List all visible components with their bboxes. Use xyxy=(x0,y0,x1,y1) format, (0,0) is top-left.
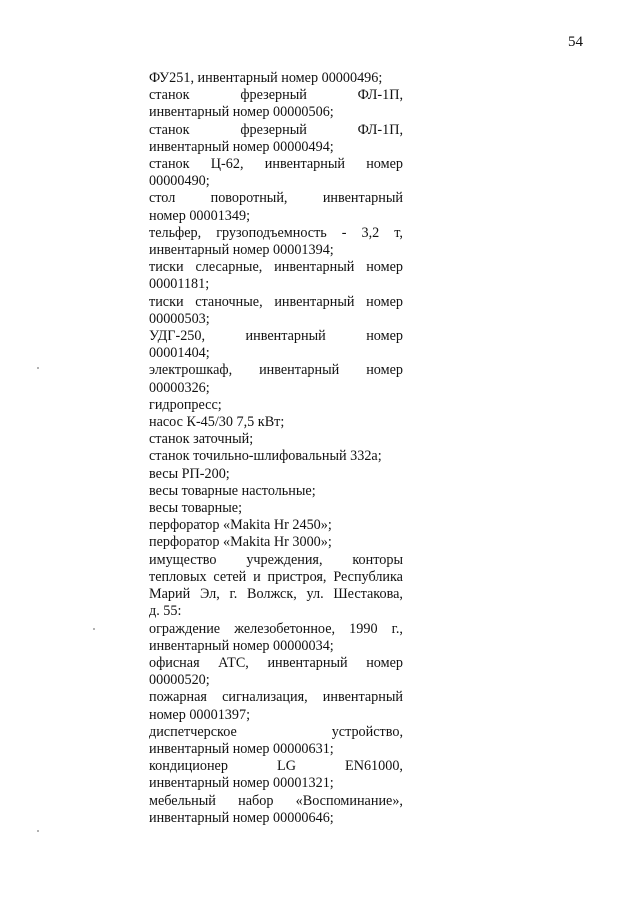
text-line: 00000326; xyxy=(149,379,210,396)
text-line: инвентарный номер 00001321; xyxy=(149,775,334,792)
word: сигнализация, xyxy=(222,689,308,706)
text-line: станок заточный; xyxy=(149,431,254,448)
list-item xyxy=(149,517,403,534)
word: 1990 xyxy=(349,620,378,637)
word: ул. xyxy=(306,586,324,603)
list-item xyxy=(149,793,403,827)
text-line xyxy=(149,689,403,706)
list-item xyxy=(149,534,403,551)
word: железобетонное, xyxy=(234,620,336,637)
word: поворотный, xyxy=(210,190,288,207)
word: офисная xyxy=(149,654,200,671)
scan-speck xyxy=(37,367,39,369)
word: инвентарный xyxy=(274,293,355,310)
list-item xyxy=(149,483,403,500)
text-line: перфоратор «Makita Hr 2450»; xyxy=(149,517,332,534)
text-line: инвентарный номер 00000631; xyxy=(149,740,334,757)
word: тельфер, xyxy=(149,224,202,241)
list-item xyxy=(149,621,403,655)
list-item xyxy=(149,190,403,224)
list-item xyxy=(149,328,403,362)
word: учреждения, xyxy=(246,551,323,568)
text-line xyxy=(149,294,403,311)
text-line: весы товарные; xyxy=(149,500,243,517)
word: 3,2 xyxy=(361,224,380,241)
scan-speck xyxy=(37,830,39,832)
list-item xyxy=(149,448,403,465)
word: набор xyxy=(238,792,274,809)
text-line xyxy=(149,758,403,775)
word: пожарная xyxy=(149,689,207,706)
text-line: весы РП-200; xyxy=(149,465,230,482)
text-line: 00000503; xyxy=(149,310,210,327)
text-line xyxy=(149,586,403,603)
word: инвентарный xyxy=(267,654,348,671)
word: тепловых xyxy=(149,568,207,585)
text-line xyxy=(149,259,403,276)
list-item xyxy=(149,758,403,792)
word: электрошкаф, xyxy=(149,362,233,379)
word: номер xyxy=(366,328,403,345)
list-item xyxy=(149,156,403,190)
word: номер xyxy=(366,362,403,379)
word: станок xyxy=(149,156,190,173)
word: диспетчерское xyxy=(149,723,237,740)
text-line xyxy=(149,328,403,345)
text-line: номер 00001397; xyxy=(149,706,251,723)
word: УДГ-250, xyxy=(149,328,206,345)
scan-speck xyxy=(93,628,95,630)
text-line: 00001404; xyxy=(149,345,210,362)
word: Марий xyxy=(149,586,191,603)
text-line: 00000490; xyxy=(149,173,210,190)
text-line xyxy=(149,156,403,173)
list-item xyxy=(149,225,403,259)
list-item xyxy=(149,87,403,121)
word: LG xyxy=(277,758,296,775)
word: Эл, xyxy=(199,586,220,603)
text-line: насос К-45/30 7,5 кВт; xyxy=(149,414,285,431)
text-line xyxy=(149,190,403,207)
list-item xyxy=(149,397,403,414)
list-item xyxy=(149,689,403,723)
word: станок xyxy=(149,121,190,138)
word: «Воспоминание», xyxy=(295,792,403,809)
word: Волжск, xyxy=(247,586,297,603)
word: ФЛ-1П, xyxy=(357,87,403,104)
word: Республика xyxy=(333,568,403,585)
text-line: ФУ251, инвентарный номер 00000496; xyxy=(149,70,383,86)
word: т, xyxy=(394,224,403,241)
word: инвентарный xyxy=(259,362,340,379)
word: фрезерный xyxy=(240,121,307,138)
text-line xyxy=(149,552,403,569)
list-item xyxy=(149,414,403,431)
text-line: 00000520; xyxy=(149,672,210,689)
text-line: весы товарные настольные; xyxy=(149,482,316,499)
list-item xyxy=(149,724,403,758)
text-line xyxy=(149,362,403,379)
word: - xyxy=(341,224,347,241)
word: г. xyxy=(229,586,238,603)
word: стол xyxy=(149,190,176,207)
word: конторы xyxy=(352,551,403,568)
word: пристроя, xyxy=(267,568,327,585)
word: тиски xyxy=(149,259,184,276)
list-item xyxy=(149,466,403,483)
text-line: перфоратор «Makita Hr 3000»; xyxy=(149,534,332,551)
text-line xyxy=(149,793,403,810)
list-item xyxy=(149,655,403,689)
word: имущество xyxy=(149,551,217,568)
text-line: инвентарный номер 00000494; xyxy=(149,138,334,155)
text-line xyxy=(149,569,403,586)
word: Ц-62, xyxy=(210,156,244,173)
word: кондиционер xyxy=(149,758,228,775)
page-number: 54 xyxy=(568,34,583,50)
word: ФЛ-1П, xyxy=(357,121,403,138)
word: станочные, xyxy=(195,293,263,310)
text-line: инвентарный номер 00001394; xyxy=(149,242,334,259)
text-line xyxy=(149,225,403,242)
list-item xyxy=(149,362,403,396)
word: и xyxy=(253,568,261,585)
text-line: инвентарный номер 00000034; xyxy=(149,637,334,654)
word: Шестакова, xyxy=(333,586,403,603)
word: г., xyxy=(391,620,403,637)
word: станок xyxy=(149,87,190,104)
word: фрезерный xyxy=(240,87,307,104)
text-line: станок точильно-шлифовальный 332а; xyxy=(149,448,382,465)
text-line: 00001181; xyxy=(149,276,210,293)
list-item xyxy=(149,259,403,293)
text-line: гидропресс; xyxy=(149,396,222,413)
word: инвентарный xyxy=(264,156,345,173)
text-line: номер 00001349; xyxy=(149,207,251,224)
list-item xyxy=(149,500,403,517)
list-item xyxy=(149,552,403,621)
word: сетей xyxy=(213,568,247,585)
word: номер xyxy=(366,654,403,671)
text-line xyxy=(149,655,403,672)
word: инвентарный xyxy=(245,328,326,345)
word: номер xyxy=(366,293,403,310)
text-line xyxy=(149,724,403,741)
text-line xyxy=(149,122,403,139)
word: номер xyxy=(366,259,403,276)
word: инвентарный xyxy=(322,190,403,207)
text-line: инвентарный номер 00000646; xyxy=(149,809,334,826)
list-item xyxy=(149,122,403,156)
document-body xyxy=(149,70,403,827)
list-item xyxy=(149,431,403,448)
list-item xyxy=(149,294,403,328)
word: инвентарный xyxy=(274,259,355,276)
word: устройство, xyxy=(331,723,403,740)
text-line: инвентарный номер 00000506; xyxy=(149,104,334,121)
word: тиски xyxy=(149,293,184,310)
list-item xyxy=(149,70,403,87)
text-line xyxy=(149,87,403,104)
word: ограждение xyxy=(149,620,221,637)
word: EN61000, xyxy=(345,758,403,775)
text-line xyxy=(149,621,403,638)
word: грузоподъемность xyxy=(216,224,327,241)
word: мебельный xyxy=(149,792,216,809)
word: номер xyxy=(366,156,403,173)
word: слесарные, xyxy=(195,259,263,276)
word: АТС, xyxy=(218,654,249,671)
word: инвентарный xyxy=(322,689,403,706)
text-line: д. 55: xyxy=(149,603,182,620)
